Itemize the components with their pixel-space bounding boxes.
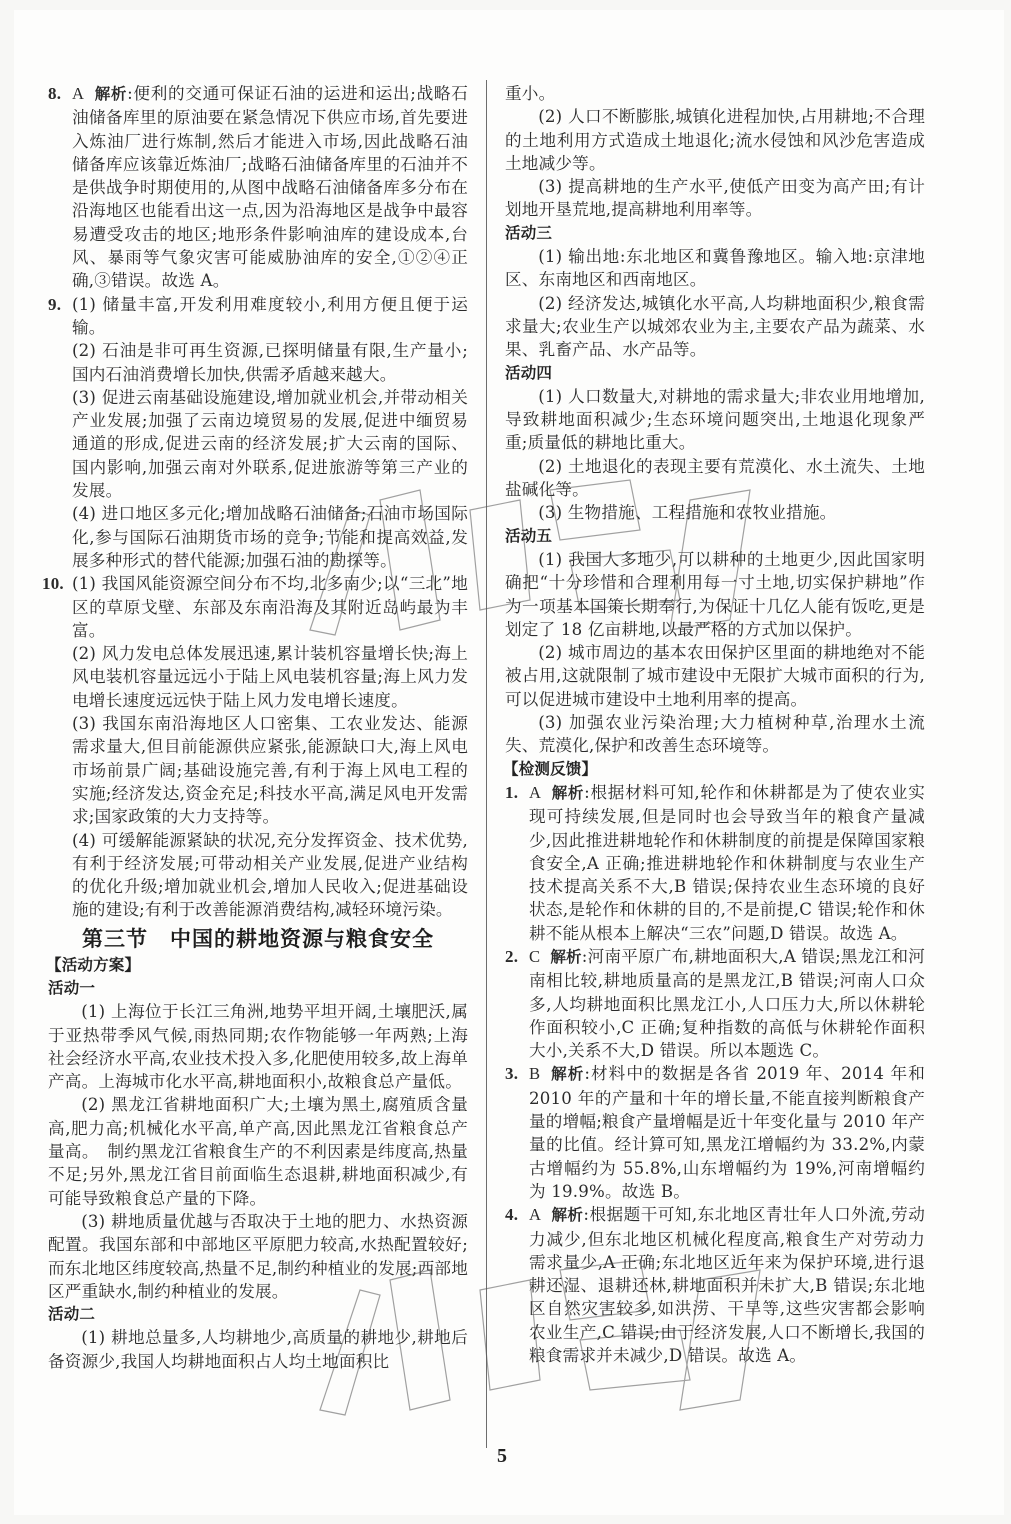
answer-part: (4) 可缓解能源紧缺的状况,充分发挥资金、技术优势,有利于经济发展;可带动相关产业发展,促进产业结构的优化升级;增加就业机会,增加人民收入;促进基础设施的建设;有利于改善能源消费结构,减轻环境污染。 (72, 830, 468, 920)
answer-letter: C (529, 946, 541, 966)
analysis-text: :便利的交通可保证石油的运进和运出;战略石油储备库里的原油要在紧急情况下供应市场,首先要进入炼油厂进行炼制,然后才能进入市场,因此战略石油储备库应该靠近炼油厂;战略石油储备库里的石油并不是供战争时期使用的,从图中战略石油储备库多分布在沿海地区也能看出这一点,因为沿海地区是战争中最容易遭受攻击的地区;地形条件影响油库的建设成本,台风、暴雨等气象灾害可能威胁油库的安全,①②④正确,③错误。故选 A。 (72, 84, 468, 291)
activity-2-heading: 活动二 (48, 1305, 96, 1324)
right-column (505, 82, 925, 1367)
feedback-question-1 (505, 781, 925, 945)
analysis-text: :河南平原广布,耕地面积大,A 错误;黑龙江和河南相比较,耕地质量高的是黑龙江,B 错误;河南人口众多,人均耕地面积比黑龙江小,人口压力大,所以休耕轮作面积较小,C 正确;复种指数的高低与休耕轮作面积大小,关系不大,D 错误。所以本题选 C。 (529, 946, 925, 1061)
answer-letter: A (529, 782, 542, 802)
analysis-label: 解析 (550, 947, 582, 966)
question-number: 1. (505, 782, 519, 802)
feedback-question-4 (505, 1203, 925, 1367)
answer-part: (3) 促进云南基础设施建设,增加就业机会,并带动相关产业发展;加强了云南边境贸易的发展,促进中缅贸易通道的形成,促进云南的经济发展;扩大云南的国际、国内影响,加强云南对外联系,促进旅游等第三产业的发展。 (72, 387, 468, 501)
activity-part: (1) 输出地:东北地区和冀鲁豫地区。输入地:京津地区、东南地区和西南地区。 (505, 247, 925, 290)
question-number: 3. (505, 1064, 519, 1084)
answer-part: (1) 储量丰富,开发利用难度较小,利用方便且便于运输。 (72, 294, 468, 337)
analysis-text: :材料中的数据是各省 2019 年、2014 年和 2010 年的产量和十年的增长量,不能直接判断粮食产量的增幅;粮食产量增幅是近十年变化量与 2010 年产量的比值。经计算可知,黑龙江增幅约为 33.2%,内蒙古增幅约为 55.8%,山东增幅约为 19%,河南增幅约为 19.9%。故选 B。 (529, 1064, 925, 1201)
answer-letter: A (72, 84, 85, 103)
activity-part: (1) 耕地总量多,人均耕地少,高质量的耕地少,耕地后备资源少,我国人均耕地面积占人均土地面积比 (48, 1328, 468, 1371)
activity-3-heading: 活动三 (505, 223, 553, 242)
analysis-text: :根据材料可知,轮作和休耕都是为了使农业实现可持续发展,但是同时也会导致当年的粮食产量减少,因此推进耕地轮作和休耕制度的前提是保障国家粮食安全,A 正确;推进耕地轮作和休耕制度与农业生产技术提高关系不大,B 错误;保持农业生态环境的良好状态,是轮作和休耕的目的,不是前提,C 错误;轮作和休耕不能从根本上解决“三农”问题,D 错误。故选 A。 (529, 782, 925, 943)
analysis-label: 解析 (551, 783, 585, 802)
section-title: 第三节 中国的耕地资源与粮食安全 (82, 925, 434, 951)
column-divider (486, 80, 487, 1448)
activity-part: (2) 土地退化的表现主要有荒漠化、水土流失、土地盐碱化等。 (505, 456, 925, 500)
question-number: 2. (505, 946, 519, 966)
activity-part: (3) 生物措施、工程措施和农牧业措施。 (538, 503, 837, 523)
activity-part: (1) 人口数量大,对耕地的需求量大;非农业用地增加,导致耕地面积减少;生态环境问题突出,土地退化现象严重;质量低的耕地比重大。 (505, 386, 925, 453)
analysis-label: 解析 (551, 1206, 584, 1225)
question-number: 9. (48, 294, 62, 314)
answer-part: (3) 我国东南沿海地区人口密集、工农业发达、能源需求量大,但目前能源供应紧张,能源缺口大,海上风电市场前景广阔;基础设施完善,有利于海上风电工程的实施;经济发达,资金充足;科技水平高,满足风电开发需求;国家政策的大力支持等。 (72, 714, 468, 827)
activity-part: (3) 耕地质量优越与否取决于土地的肥力、水热资源配置。我国东部和中部地区平原肥力较高,水热配置较好;而东北地区纬度较高,热量不足,制约种植业的发展;西部地区严重缺水,制约种植业的发展。 (48, 1211, 468, 1301)
answer-letter: B (529, 1064, 541, 1084)
question-number: 10. (42, 574, 64, 594)
activity-1-heading: 活动一 (48, 978, 96, 997)
answer-part: (4) 进口地区多元化;增加战略石油储备;石油市场国际化,参与国际石油期货市场的竞争;节能和提高效益,发展多种形式的替代能源;加强石油的勘探等。 (72, 504, 468, 570)
answer-part: (1) 我国风能资源空间分布不均,北多南少;以“三北”地区的草原戈壁、东部及东南沿海及其附近岛屿最为丰富。 (72, 574, 468, 640)
activity-4-heading: 活动四 (505, 363, 553, 382)
activity-part: (3) 提高耕地的生产水平,使低产田变为高产田;有计划地开垦荒地,提高耕地利用率等。 (505, 177, 925, 220)
question-10 (42, 572, 468, 921)
activity-plan-heading: 【活动方案】 (46, 955, 141, 974)
page-number: 5 (497, 1445, 507, 1467)
activity-part: (3) 加强农业污染治理;大力植树种草,治理水土流失、荒漠化,保护和改善生态环境等。 (505, 713, 925, 756)
activity-part: (2) 经济发达,城镇化水平高,人均耕地面积少,粮食需求量大;农业生产以城郊农业为主,主要农产品为蔬菜、水果、乳畜产品、水产品等。 (505, 293, 925, 360)
activity-part: (2) 城市周边的基本农田保护区里面的耕地绝对不能被占用,这就限制了城市建设中无限扩大城市面积的行为,可以促进城市建设中土地利用率的提高。 (505, 643, 925, 709)
analysis-label: 解析 (550, 1065, 585, 1084)
question-number: 8. (48, 84, 62, 103)
activity-part: (2) 黑龙江省耕地面积广大;土壤为黑土,腐殖质含量高,肥力高;机械化水平高,单产高,因此黑龙江省粮食总产量高。 制约黑龙江省粮食生产的不利因素是纬度高,热量不足;另外,黑龙江省目前面临生态退耕,耕地面积减少,有可能导致粮食总产量的下降。 (48, 1095, 468, 1208)
answer-part: (2) 石油是非可再生资源,已探明储量有限,生产量小;国内石油消费增长加快,供需矛盾越来越大。 (72, 341, 468, 384)
question-8 (48, 82, 468, 293)
activity-part-continued: 重小。 (505, 84, 556, 103)
feedback-heading: 【检测反馈】 (503, 759, 598, 778)
answer-part: (2) 风力发电总体发展迅速,累计装机容量增长快;海上风电装机容量远远小于陆上风电装机容量;海上风力发电增长速度远远快于陆上风力发电增长速度。 (72, 644, 468, 710)
activity-5-heading: 活动五 (505, 526, 553, 545)
answer-letter: A (529, 1205, 542, 1225)
activity-part: (2) 人口不断膨胀,城镇化进程加快,占用耕地;不合理的土地利用方式造成土地退化;流水侵蚀和风沙危害造成土地减少等。 (505, 107, 925, 173)
activity-part: (1) 上海位于长江三角洲,地势平坦开阔,土壤肥沃,属于亚热带季风气候,雨热同期;农作物能够一年两熟;上海社会经济水平高,农业技术投入多,化肥使用较多,故上海单产高。上海城市化水平高,耕地面积小,故粮食总产量低。 (48, 1002, 468, 1092)
question-9 (48, 293, 468, 573)
analysis-label: 解析 (94, 85, 128, 103)
feedback-question-3 (505, 1062, 925, 1203)
analysis-text: :根据题干可知,东北地区青壮年人口外流,劳动力减少,但东北地区机械化程度高,粮食生产对劳动力需求量少,A 正确;东北地区近年来为保护环境,进行退耕还湿、退耕还林,耕地面积并未扩大,B 错误;东北地区自然灾害较多,如洪涝、干旱等,这些灾害都会影响农业生产,C 错误;由于经济发展,人口不断增长,我国的粮食需求并未减少,D 错误。故选 A。 (529, 1205, 925, 1366)
left-column (42, 82, 468, 1373)
question-number: 4. (505, 1205, 519, 1225)
feedback-question-2 (505, 945, 925, 1062)
activity-part: (1) 我国人多地少,可以耕种的土地更少,因此国家明确把“十分珍惜和合理利用每一寸土地,切实保护耕地”作为一项基本国策长期奉行,为保证十几亿人能有饭吃,更是划定了 18 亿亩耕地,以最严格的方式加以保护。 (505, 549, 925, 639)
